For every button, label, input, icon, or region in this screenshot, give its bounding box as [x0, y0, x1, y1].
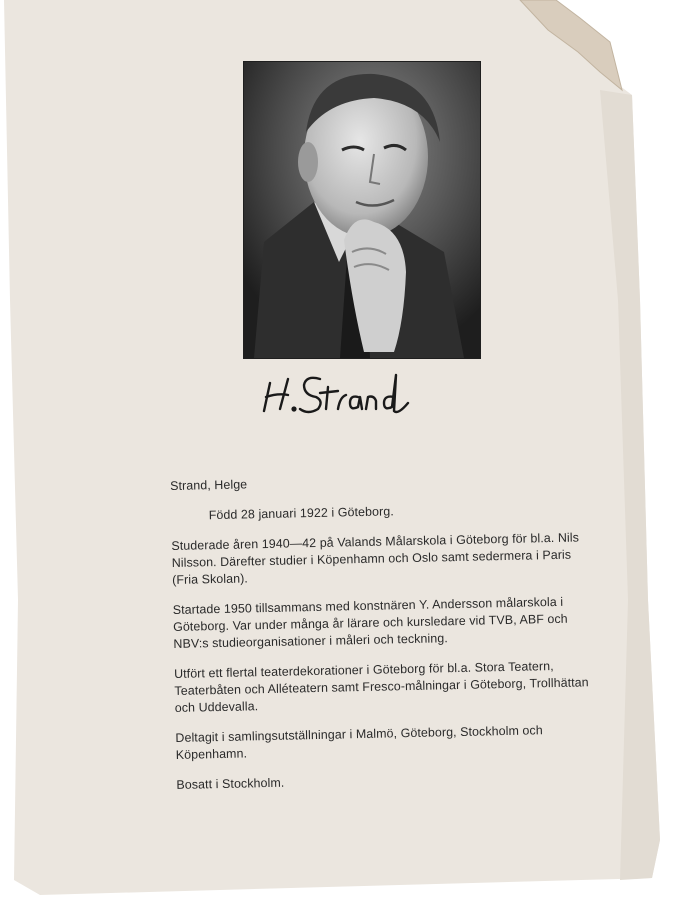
- artist-name: Strand, Helge: [170, 477, 248, 493]
- portrait-image: [244, 62, 480, 358]
- portrait-photo: [244, 62, 480, 358]
- paragraph-residence: Bosatt i Stockholm.: [176, 775, 285, 792]
- paragraph-works: Utfört ett flertal teaterdekorationer i Göteborg för bl.a. Stora Teatern, Teaterbåten och Alléteatern samt Fresco-målningar i Göteborg, Trollhättan och Uddevalla.: [173, 659, 589, 715]
- biography-text: [170, 469, 597, 807]
- birth-info: Född 28 januari 1922 i Göteborg.: [208, 504, 394, 523]
- paragraph-school: Startade 1950 tillsammans med konstnären Y. Andersson målarskola i Göteborg. Var under många år lärare och kursledare vid TVB, ABF och NBV:s studieorganisationer i måleri och teckning.: [172, 594, 568, 651]
- paragraph-education: Studerade åren 1940—42 på Valands Målarskola i Göteborg för bl.a. Nils Nilsson. Därefter studier i Köpenhamn och Oslo samt sedermera i Paris (Fria Skolan).: [171, 530, 580, 587]
- signature: [258, 365, 428, 425]
- paragraph-exhibitions: Deltagit i samlingsutställningar i Malmö, Göteborg, Stockholm och Köpenhamn.: [175, 723, 543, 762]
